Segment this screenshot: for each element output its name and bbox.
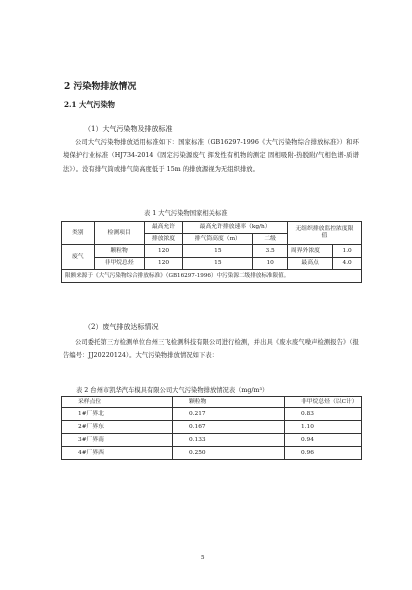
standards-table [61, 221, 362, 283]
table-cell: 4#厂界西 [62, 447, 173, 460]
header-category: 类别 [62, 222, 95, 245]
table-cell: 120 [144, 258, 183, 270]
table-cell: 4.0 [333, 258, 362, 270]
table1-caption: 表 1 大气污染物国家相关标准 [144, 210, 228, 217]
table-cell: 0.94 [285, 434, 362, 447]
item1-paragraph: 公司大气污染物排放适用标准如下：国家标准（GB16297-1996《大气污染物综合排放标准》）和环境保护行业标准（HJ734-2014《固定污染源废气 挥发性有机物的测定 固相吸附-热脱附/气相色谱-质谱法》）。没有排气筒或排气筒高度低于 15m 的排放源视为无组织排放。 [63, 139, 359, 173]
header-item: 检测项目 [94, 222, 144, 245]
header-particulate: 颗粒物 [173, 397, 285, 408]
table-cell: 3#厂界南 [62, 434, 173, 447]
table-cell: 1.10 [285, 421, 362, 434]
table-cell: 0.96 [285, 447, 362, 460]
table-cell: 0.167 [173, 421, 285, 434]
table-cell: 1#厂界北 [62, 408, 173, 421]
table-cell: 2#厂界东 [62, 421, 173, 434]
header-nmhc: 非甲烷总烃（以C计） [285, 397, 362, 408]
header-stack-height: 排气筒高度（m） [183, 234, 253, 245]
item2-paragraph: 公司委托第三方检测单位台州三飞检测科技有限公司进行检测，并出具《废水废气噪声检测报告》（报告编号：JJ20220124）。大气污染物排放情况如下表： [63, 339, 359, 360]
table-row [62, 421, 362, 434]
table-cell: 0.217 [173, 408, 285, 421]
header-max-conc-line2: 排放浓度 [144, 234, 183, 245]
table-cell: 15 [183, 258, 253, 270]
table-cell: 0.133 [173, 434, 285, 447]
table2-caption: 表 2 台州市凯华汽车模具有限公司大气污染物排放情况表（mg/m³） [76, 387, 269, 394]
header-max-rate: 最高允许排放速率（kg/h） [183, 222, 288, 234]
table-cell: 0.83 [285, 408, 362, 421]
table-cell: 1.0 [333, 245, 362, 258]
subsection-heading: 2.1 大气污染物 [64, 100, 115, 109]
category-cell: 废气 [62, 245, 95, 270]
table-cell: 10 [253, 258, 288, 270]
header-grade2: 二级 [253, 234, 288, 245]
table-cell: 3.5 [253, 245, 288, 258]
table1-note: 限额来源于《大气污染物综合排放标准》（GB16297-1996）中污染源二级排放标准限值。 [62, 270, 362, 283]
table-cell: 120 [144, 245, 183, 258]
page-number: 5 [201, 555, 205, 561]
table-cell: 非甲烷总烃 [94, 258, 144, 270]
table-cell: 颗粒物 [94, 245, 144, 258]
table-cell: 周界外浓度 [287, 245, 332, 258]
emission-results-table [61, 396, 362, 460]
table-row [62, 447, 362, 460]
table-cell: 0.250 [173, 447, 285, 460]
header-unorganized: 无组织排放监控浓度限 值 [287, 222, 361, 245]
header-max-conc: 最高允许 [144, 222, 183, 234]
header-sample-point: 采样点位 [62, 397, 173, 408]
table-cell: 15 [183, 245, 253, 258]
item1-title: （1）大气污染物及排放标准 [84, 125, 173, 133]
table-cell: 最高点 [287, 258, 332, 270]
item2-title: （2）废气排放达标情况 [84, 323, 159, 331]
section-heading: 2 污染物排放情况 [64, 82, 137, 92]
table-row [62, 408, 362, 421]
table-row [62, 434, 362, 447]
